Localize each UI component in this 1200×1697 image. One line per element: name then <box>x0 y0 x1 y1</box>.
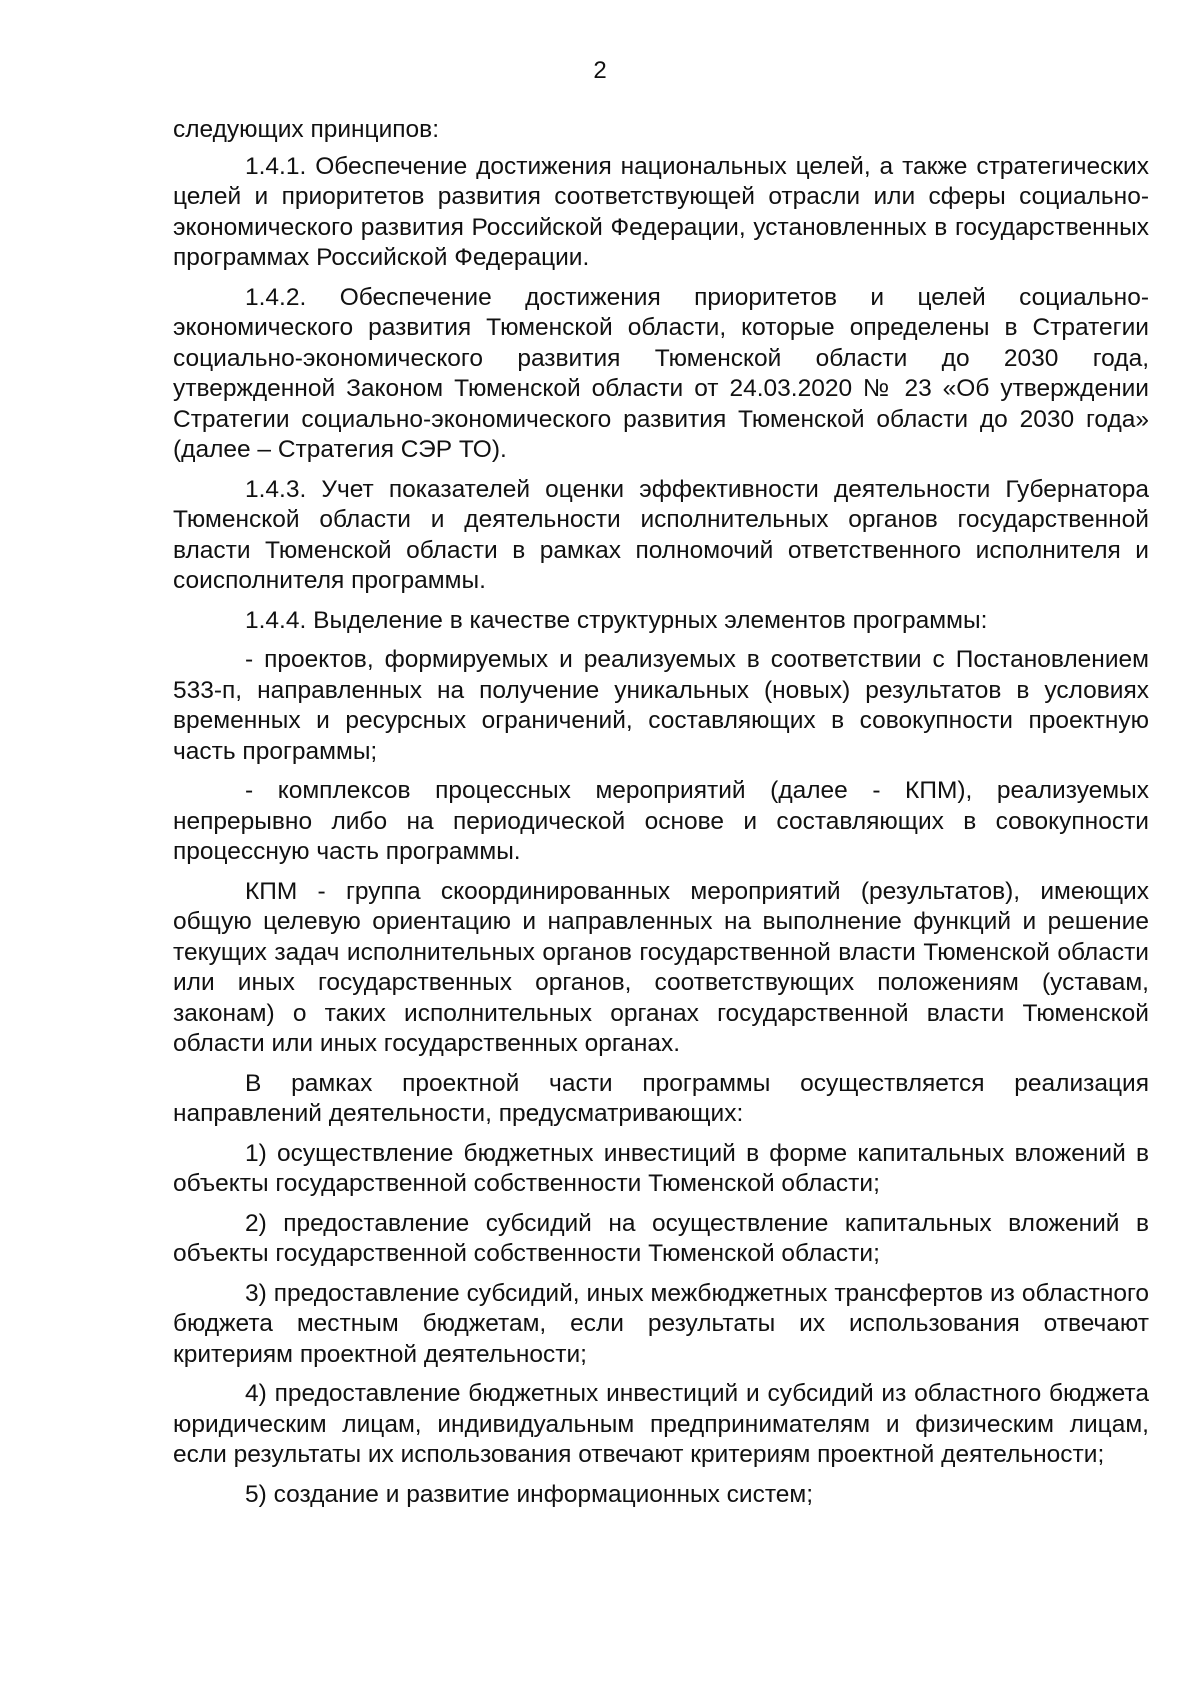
paragraph-1-4-4: 1.4.4. Выделение в качестве структурных элементов программы: <box>245 606 988 634</box>
paragraph-1-4-1: 1.4.1. Обеспечение достижения национальных целей, а также стратегических целей и приоритетов развития соответствующей отрасли или сферы социально-экономического развития Российской Федерации, установленных в государственных программах Российской Федерации. <box>173 152 1149 271</box>
list-item-5: 5) создание и развитие информационных систем; <box>245 1480 814 1508</box>
list-item-kpm: - комплексов процессных мероприятий (далее - КПМ), реализуемых непрерывно либо на периодической основе и составляющих в совокупности процессную часть программы. <box>173 777 1149 865</box>
list-item-2: 2) предоставление субсидий на осуществление капитальных вложений в объекты государственной собственности Тюменской области; <box>173 1209 1149 1267</box>
list-item-projects: - проектов, формируемых и реализуемых в соответствии с Постановлением 533-п, направленных на получение уникальных (новых) результатов в условиях временных и ресурсных ограничений, составляющих в совокупности проектную часть программы; <box>173 646 1149 765</box>
list-item-4: 4) предоставление бюджетных инвестиций и субсидий из областного бюджета юридическим лицам, индивидуальным предпринимателям и физическим лицам, если результаты их использования отвечают критериям проектной деятельности; <box>173 1380 1149 1468</box>
paragraph-kpm-definition: КПМ - группа скоординированных мероприятий (результатов), имеющих общую целевую ориентацию и направленных на выполнение функций и решение текущих задач исполнительных органов государственной власти Тюменской области или иных государственных органов, соответствующих положениям (уставам, законам) о таких исполнительных органах государственной власти Тюменской области или иных государственных органах. <box>173 877 1149 1057</box>
paragraph-1-4-3: 1.4.3. Учет показателей оценки эффективности деятельности Губернатора Тюменской области и деятельности исполнительных органов государственной власти Тюменской области в рамках полномочий ответственного исполнителя и соисполнителя программы. <box>173 475 1149 594</box>
paragraph-1-4-2: 1.4.2. Обеспечение достижения приоритетов и целей социально-экономического развития Тюменской области, которые определены в Стратегии социально-экономического развития Тюменской области до 2030 года, утвержденной Законом Тюменской области от 24.03.2020 № 23 «Об утверждении Стратегии социально-экономического развития Тюменской области до 2030 года» (далее – Стратегия СЭР ТО). <box>173 283 1149 463</box>
list-item-3: 3) предоставление субсидий, иных межбюджетных трансфертов из областного бюджета местным бюджетам, если результаты их использования отвечают критериям проектной деятельности; <box>173 1279 1149 1368</box>
paragraph-intro: следующих принципов: <box>173 116 439 143</box>
document-body <box>173 115 1149 1519</box>
paragraph-project-part: В рамках проектной части программы осуществляется реализация направлений деятельности, предусматривающих: <box>173 1069 1149 1127</box>
list-item-1: 1) осуществление бюджетных инвестиций в форме капитальных вложений в объекты государственной собственности Тюменской области; <box>173 1139 1149 1197</box>
page-number: 2 <box>593 57 607 84</box>
